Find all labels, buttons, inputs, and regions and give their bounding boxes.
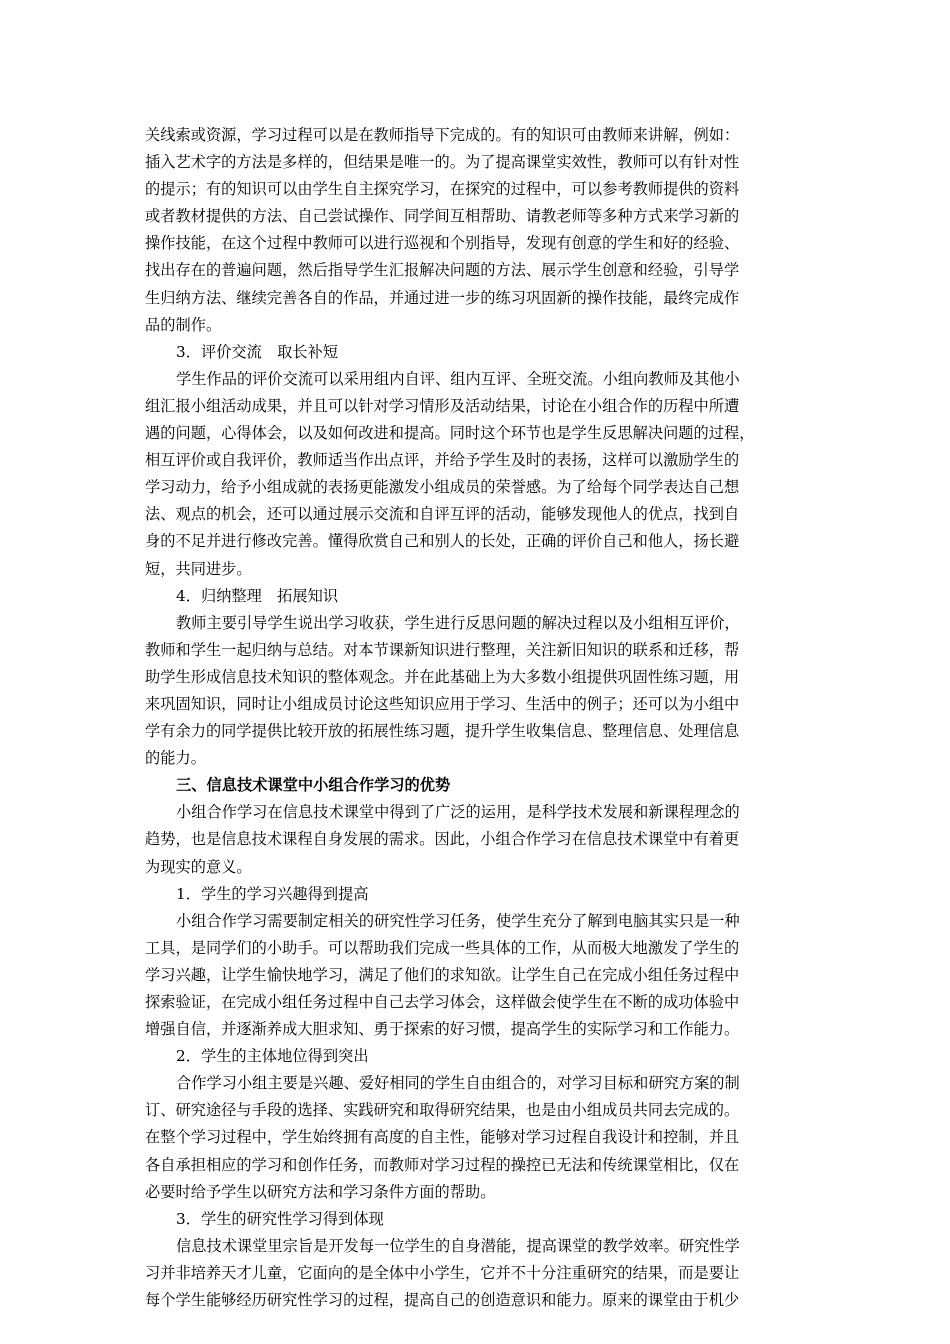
text-line: 学习动力，给予小组成就的表扬更能激发小组成员的荣誉感。为了给每个同学表达自己想 bbox=[145, 478, 740, 497]
text-line: 1．学生的学习兴趣得到提高 bbox=[176, 884, 369, 903]
text-line: 生归纳方法、继续完善各自的作品，并通过进一步的练习巩固新的操作技能，最终完成作 bbox=[145, 288, 740, 307]
text-line: 2．学生的主体地位得到突出 bbox=[176, 1047, 369, 1066]
section-heading: 三、信息技术课堂中小组合作学习的优势 bbox=[176, 776, 451, 795]
text-line: 法、观点的机会，还可以通过展示交流和自评互评的活动，能够发现他人的优点，找到自 bbox=[145, 505, 740, 524]
text-line: 身的不足并进行修改完善。懂得欣赏自己和别人的长处，正确的评价自己和他人，扬长避 bbox=[145, 532, 740, 551]
text-line: 探索验证，在完成小组任务过程中自己去学习体会，这样做会使学生在不断的成功体验中 bbox=[145, 993, 740, 1011]
text-line: 学生作品的评价交流可以采用组内自评、组内互评、全班交流。小组向教师及其他小 bbox=[176, 369, 740, 388]
text-line: 相互评价或自我评价，教师适当作出点评，并给予学生及时的表扬，这样可以激励学生的 bbox=[145, 451, 740, 470]
text-line: 短，共同进步。 bbox=[145, 559, 252, 578]
text-line: 的能力。 bbox=[145, 749, 206, 768]
text-line: 学习兴趣，让学生愉快地学习，满足了他们的求知欲。让学生自己在完成小组任务过程中 bbox=[145, 965, 740, 984]
text-line: 找出存在的普遍问题，然后指导学生汇报解决问题的方法、展示学生创意和经验，引导学 bbox=[145, 261, 740, 280]
text-line: 关线索或资源，学习过程可以是在教师指导下完成的。有的知识可由教师来讲解，例如： bbox=[145, 126, 740, 144]
text-line: 教师和学生一起归纳与总结。对本节课新知识进行整理，关注新旧知识的联系和迁移，帮 bbox=[145, 640, 740, 659]
text-line: 助学生形成信息技术知识的整体观念。并在此基础上为大多数小组提供巩固性练习题，用 bbox=[145, 667, 740, 686]
text-line: 品的制作。 bbox=[145, 315, 222, 334]
text-line: 增强自信，并逐渐养成大胆求知、勇于探索的好习惯，提高学生的实际学习和工作能力。 bbox=[145, 1020, 740, 1039]
text-line: 4．归纳整理 拓展知识 bbox=[176, 586, 339, 605]
text-line: 工具，是同学们的小助手。可以帮助我们完成一些具体的工作，从而极大地激发了学生的 bbox=[145, 938, 740, 957]
text-line: 合作学习小组主要是兴趣、爱好相同的学生自由组合的，对学习目标和研究方案的制 bbox=[176, 1074, 740, 1093]
text-line: 的提示；有的知识可以由学生自主探究学习，在探究的过程中，可以参考教师提供的资料 bbox=[145, 180, 740, 199]
text-line: 组汇报小组活动成果，并且可以针对学习情形及活动结果，讨论在小组合作的历程中所遭 bbox=[145, 396, 740, 415]
document-body bbox=[145, 122, 807, 1314]
text-line: 小组合作学习需要制定相关的研究性学习任务，使学生充分了解到电脑其实只是一种 bbox=[176, 911, 740, 930]
text-line: 小组合作学习在信息技术课堂中得到了广泛的运用，是科学技术发展和新课程理念的 bbox=[176, 803, 740, 822]
text-line: 操作技能，在这个过程中教师可以进行巡视和个别指导，发现有创意的学生和好的经验、 bbox=[145, 234, 740, 253]
text-line: 为现实的意义。 bbox=[145, 857, 252, 876]
text-line: 每个学生能够经历研究性学习的过程，提高自己的创造意识和能力。原来的课堂由于机少 bbox=[145, 1291, 740, 1310]
text-line: 来巩固知识，同时让小组成员讨论这些知识应用于学习、生活中的例子；还可以为小组中 bbox=[145, 694, 740, 713]
text-line: 教师主要引导学生说出学习收获，学生进行反思问题的解决过程以及小组相互评价， bbox=[176, 613, 740, 632]
text-line: 趋势，也是信息技术课程自身发展的需求。因此，小组合作学习在信息技术课堂中有着更 bbox=[145, 830, 740, 849]
text-line: 遇的问题，心得体会，以及如何改进和提高。同时这个环节也是学生反思解决问题的过程， bbox=[145, 424, 755, 443]
text-line: 或者教材提供的方法、自己尝试操作、同学间互相帮助、请教老师等多种方式来学习新的 bbox=[145, 207, 740, 226]
text-line: 插入艺术字的方法是多样的，但结果是唯一的。为了提高课堂实效性，教师可以有针对性 bbox=[145, 153, 740, 172]
text-line: 订、研究途径与手段的选择、实践研究和取得研究结果，也是由小组成员共同去完成的。 bbox=[145, 1101, 740, 1120]
text-line: 学有余力的同学提供比较开放的拓展性练习题，提升学生收集信息、整理信息、处理信息 bbox=[145, 722, 740, 741]
text-line: 各自承担相应的学习和创作任务，而教师对学习过程的操控已无法和传统课堂相比，仅在 bbox=[145, 1155, 740, 1174]
text-line: 3．评价交流 取长补短 bbox=[176, 342, 339, 361]
text-line: 3．学生的研究性学习得到体现 bbox=[176, 1209, 384, 1228]
text-line: 信息技术课堂里宗旨是开发每一位学生的自身潜能，提高课堂的教学效率。研究性学 bbox=[176, 1236, 740, 1255]
text-line: 习并非培养天才儿童，它面向的是全体中小学生，它并不十分注重研究的结果，而是要让 bbox=[145, 1263, 740, 1282]
text-line: 在整个学习过程中，学生始终拥有高度的自主性，能够对学习过程自我设计和控制，并且 bbox=[145, 1128, 740, 1147]
text-line: 必要时给予学生以研究方法和学习条件方面的帮助。 bbox=[145, 1182, 496, 1201]
